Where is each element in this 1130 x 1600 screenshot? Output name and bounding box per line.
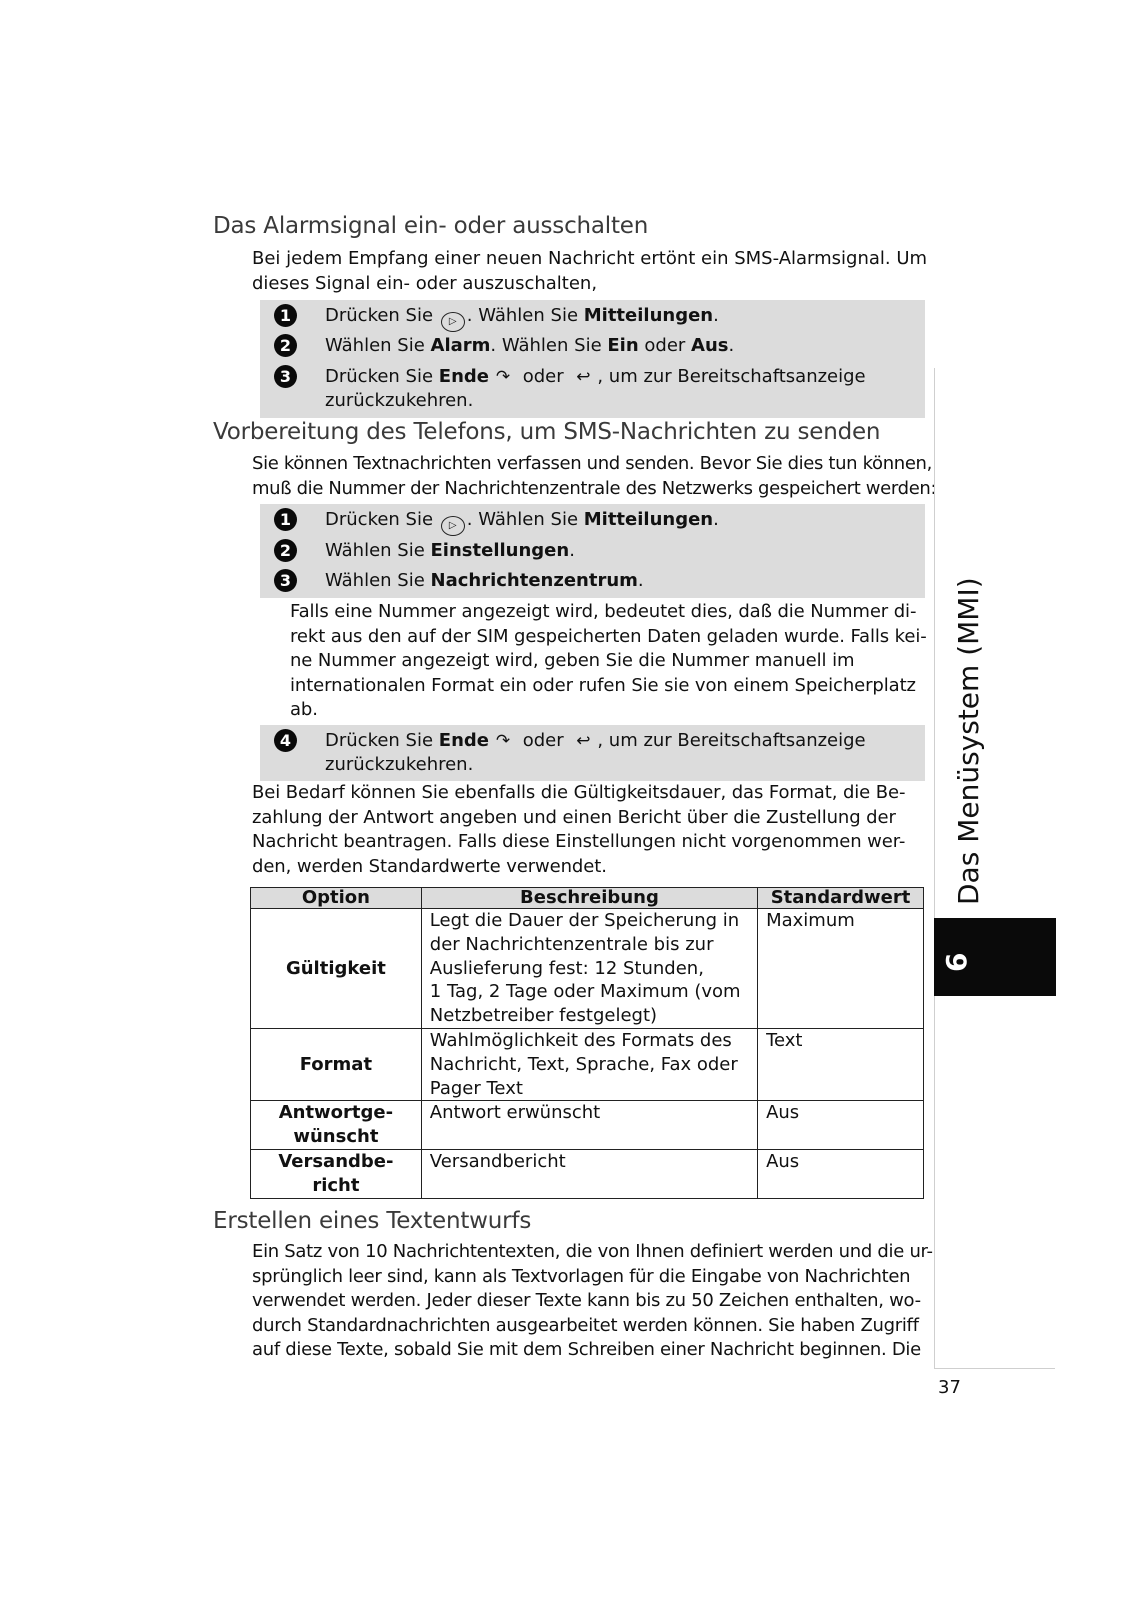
back-key-icon: ↩ xyxy=(576,731,591,751)
option-cell: Gültigkeit xyxy=(251,909,422,1029)
step-note: Falls eine Nummer angezeigt wird, bedeutet dies, daß die Nummer di- rekt aus den auf der SIM gespeicherten Daten geladen wurde. Falls kei- ne Nummer angezeigt wird, geben Sie die Nummer manuell im internationalen Format ein oder rufen Sie sie von einem Speicherplatz ab. xyxy=(290,601,927,720)
section-heading-sms-setup: Vorbereitung des Telefons, um SMS-Nachrichten zu senden xyxy=(213,419,881,445)
default-cell: Aus xyxy=(758,1101,924,1150)
table-row xyxy=(251,909,924,1029)
page-number: 37 xyxy=(938,1377,961,1398)
options-table xyxy=(250,887,924,1199)
step-number: 4 xyxy=(274,729,297,752)
default-cell: Text xyxy=(758,1028,924,1100)
default-cell: Aus xyxy=(758,1149,924,1198)
column-header-option: Option xyxy=(251,888,422,909)
table-row xyxy=(251,1101,924,1150)
steps-box-alarm: 1 Drücken Sie ▷ . Wählen Sie Mitteilungen. 2 Wählen Sie Alarm. Wählen Sie Ein oder Aus. 3 Drücken Sie Ende ↷ oder ↩ , um zur Bereitschaftsanzeige zurückzukehren. xyxy=(260,300,925,418)
end-key-icon: ↷ xyxy=(495,731,511,751)
step-number: 2 xyxy=(274,334,297,357)
table-header-row xyxy=(251,888,924,909)
chapter-title: Das Menüsystem (MMI) xyxy=(952,577,985,905)
description-cell: Versandbericht xyxy=(421,1149,757,1198)
option-cell: Versandbe- richt xyxy=(251,1149,422,1198)
option-cell: Format xyxy=(251,1028,422,1100)
description-cell: Wahlmöglichkeit des Formats des Nachricht, Text, Sprache, Fax oder Pager Text xyxy=(421,1028,757,1100)
section-heading-alarm: Das Alarmsignal ein- oder ausschalten xyxy=(213,213,649,239)
settings-paragraph: Bei Bedarf können Sie ebenfalls die Gültigkeitsdauer, das Format, die Be- zahlung der Antwort angeben und einen Bericht über die Zustellung der Nachricht beantragen. Falls diese Einstellungen nicht vorgenommen wer- den, werden Standardwerte verwendet. xyxy=(252,782,906,877)
section-heading-draft: Erstellen eines Textentwurfs xyxy=(213,1208,532,1234)
description-cell: Legt die Dauer der Speicherung in der Nachrichtenzentrale bis zur Auslieferung fest: 12 Stunden, 1 Tag, 2 Tage oder Maximum (vom Netzbetreiber festgelegt) xyxy=(421,909,757,1029)
step-number: 1 xyxy=(274,304,297,327)
steps-box-step4: 4 Drücken Sie Ende ↷ oder ↩ , um zur Bereitschaftsanzeige zurückzukehren. xyxy=(260,725,925,781)
step-number: 2 xyxy=(274,539,297,562)
column-header-default: Standardwert xyxy=(758,888,924,909)
menu-key-icon: ▷ xyxy=(441,312,465,332)
column-header-description: Beschreibung xyxy=(421,888,757,909)
table-row xyxy=(251,1149,924,1198)
section-body-draft: Ein Satz von 10 Nachrichtentexten, die von Ihnen definiert werden und die ur- sprünglich leer sind, kann als Textvorlagen für die Eingabe von Nachrichten verwendet werden. Jeder dieser Texte kann bis zu 50 Zeichen enthalten, wo- durch Standardnachrichten ausgearbeitet werden können. Sie haben Zugriff auf diese Texte, sobald Sie mit dem Schreiben einer Nachricht beginnen. Die xyxy=(252,1241,933,1360)
chapter-tab xyxy=(934,918,1056,996)
menu-key-icon: ▷ xyxy=(441,516,465,536)
chapter-number: 6 xyxy=(940,952,973,972)
end-key-icon: ↷ xyxy=(495,367,511,387)
description-cell: Antwort erwünscht xyxy=(421,1101,757,1150)
option-cell: Antwortge- wünscht xyxy=(251,1101,422,1150)
step-number: 3 xyxy=(274,365,297,388)
step-number: 1 xyxy=(274,508,297,531)
table-row xyxy=(251,1028,924,1100)
step-number: 3 xyxy=(274,569,297,592)
section-intro-alarm: Bei jedem Empfang einer neuen Nachricht ertönt ein SMS-Alarmsignal. Um dieses Signal ein- oder auszuschalten, xyxy=(252,248,928,294)
steps-box-sms-setup: 1 Drücken Sie ▷ . Wählen Sie Mitteilungen. 2 Wählen Sie Einstellungen. 3 Wählen Sie Nachrichtenzentrum. xyxy=(260,504,925,598)
section-intro-sms-setup: Sie können Textnachrichten verfassen und senden. Bevor Sie dies tun können, muß die Nummer der Nachrichtenzentrale des Netzwerks gespeichert werden: xyxy=(252,453,937,499)
back-key-icon: ↩ xyxy=(576,367,591,387)
default-cell: Maximum xyxy=(758,909,924,1029)
